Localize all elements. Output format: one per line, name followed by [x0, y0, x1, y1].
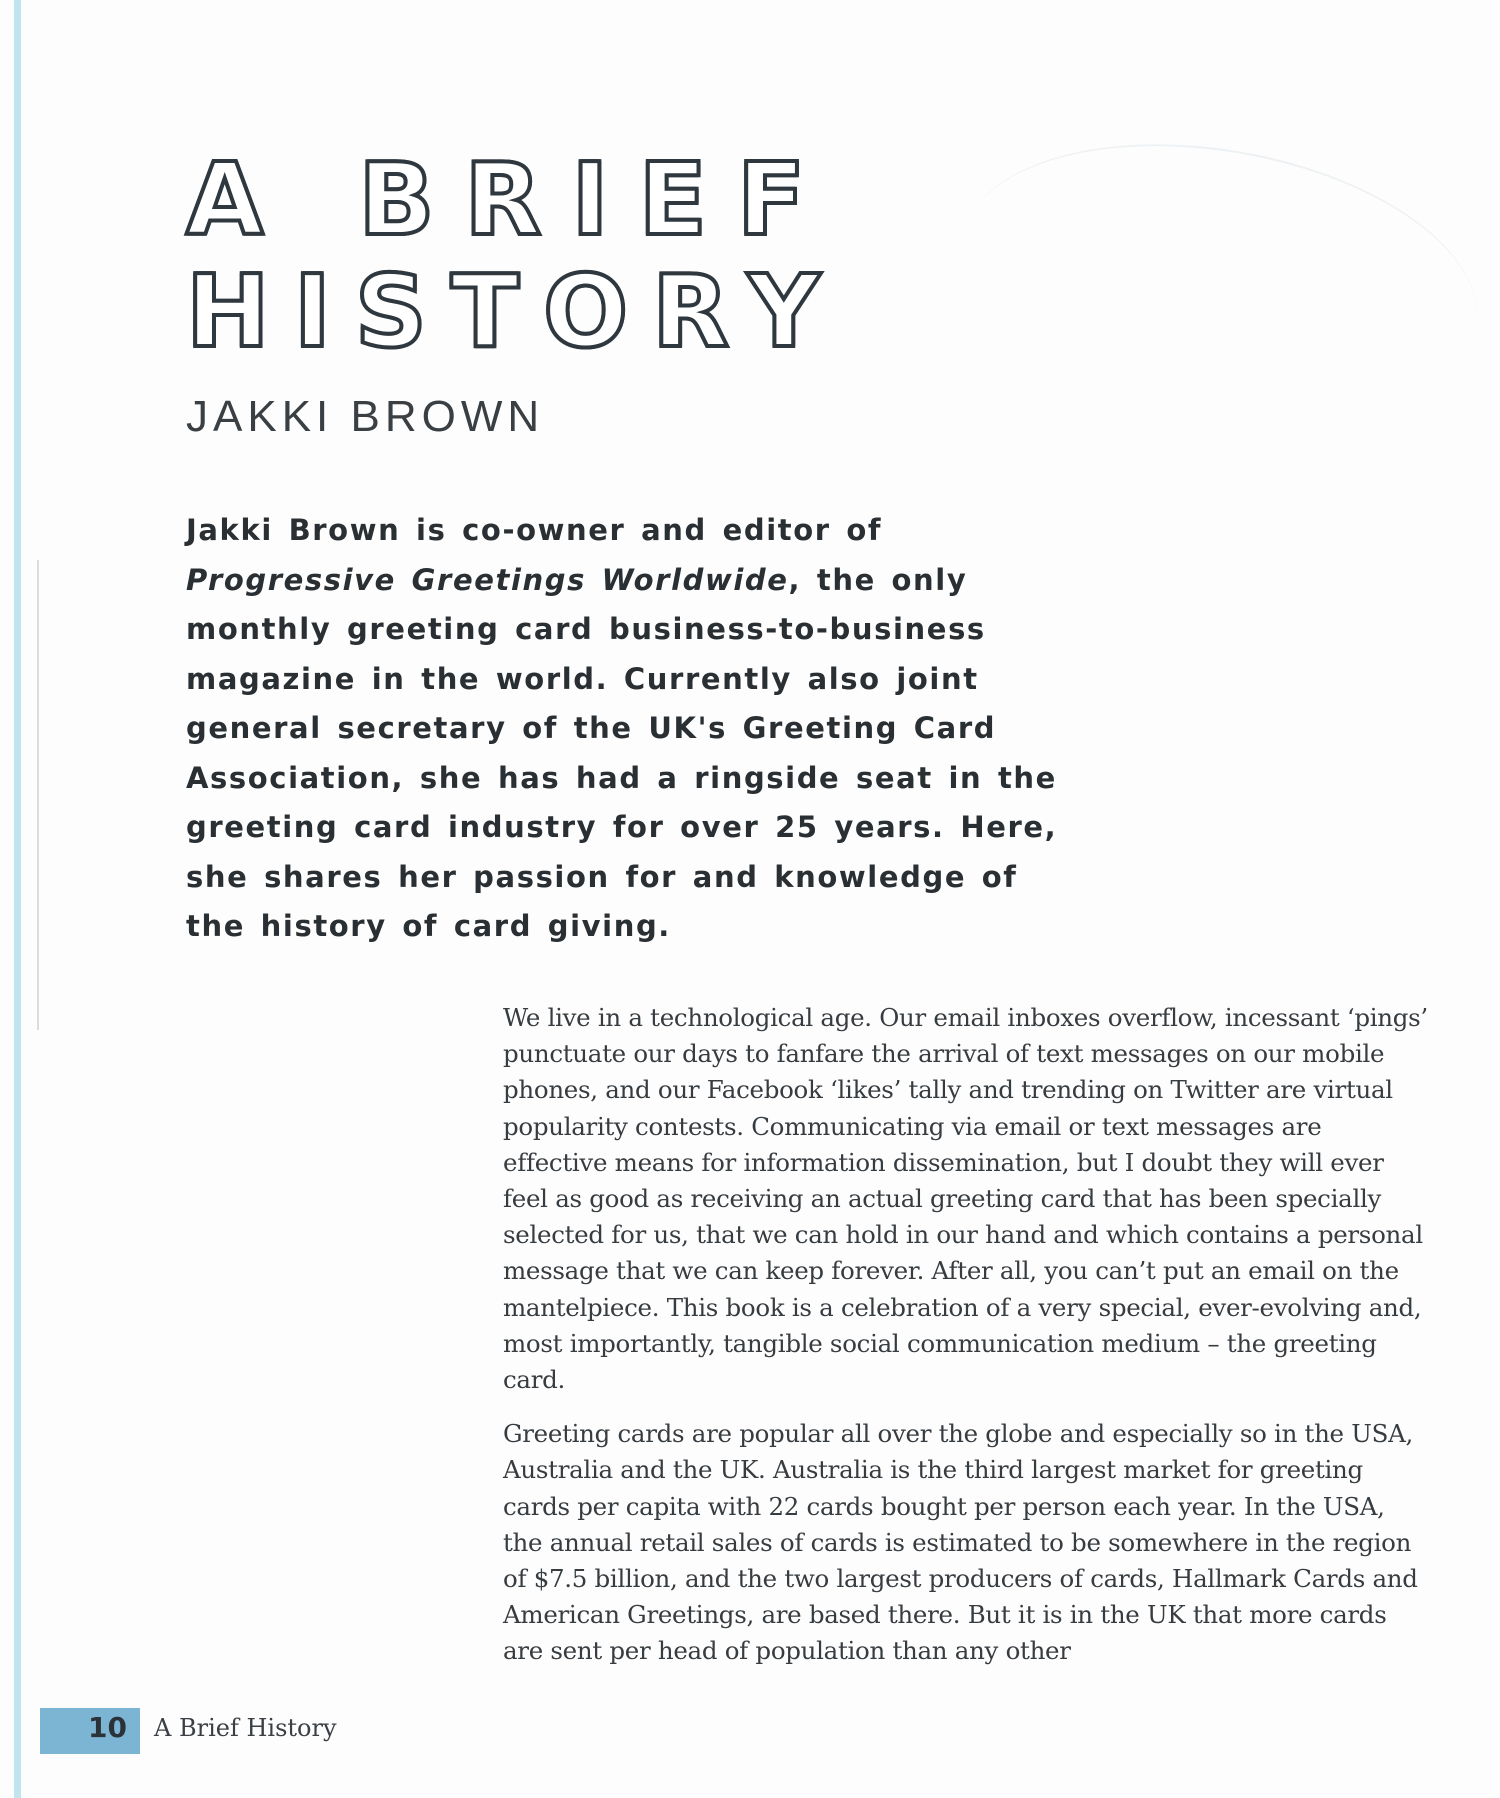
running-head: A Brief History [154, 1714, 337, 1742]
intro-text-start: Jakki Brown is co-owner and editor of [186, 513, 883, 547]
spine-shadow-line [37, 560, 39, 1030]
author-intro [186, 506, 1086, 952]
chapter-title-line-1: A BRIEF [186, 141, 836, 258]
body-paragraph-2: Greeting cards are popular all over the globe and especially so in the USA, Australia and the UK. Australia is the third largest market for greeting cards per capita with 22 cards bought per person each year. In the USA, the annual retail sales of cards is estimated to be somewhere in the region of $7.5 billion, and the two largest producers of cards, Hallmark Cards and American Greetings, are based there. But it is in the UK that more cards are sent per head of population than any other [503, 1419, 1418, 1666]
chapter-title-line-2: HISTORY [186, 253, 845, 370]
publication-name: Progressive Greetings Worldwide [186, 562, 789, 597]
page-number: 10 [88, 1711, 127, 1744]
scan-artifact-arc [941, 107, 1499, 455]
body-text [503, 1000, 1428, 1688]
body-paragraph-1: We live in a technological age. Our email inboxes overflow, incessant ‘pings’ punctuate our days to fanfare the arrival of text messages on our mobile phones, and our Facebook ‘likes’ tally and trending on Twitter are virtual popularity contests. Communicating via email or text messages are effective means for information dissemination, but I doubt they will ever feel as good as receiving an actual greeting card that has been specially selected for us, that we can hold in our hand and which contains a personal message that we can keep forever. After all, you can’t put an email on the mantelpiece. This book is a celebration of a very special, ever-evolving and, most importantly, tangible social communication medium – the greeting card. [503, 1003, 1428, 1395]
intro-text-end: , the only monthly greeting card business-to-business magazine in the world. Currently also joint general secretary of the UK's Greeting Card Association, she has had a ringside seat in the greeting card industry for over 25 years. Here, she shares her passion for and knowledge of the history of card giving. [186, 562, 1058, 943]
author-name: JAKKI BROWN [186, 392, 545, 441]
spine-edge-strip [14, 0, 21, 1798]
